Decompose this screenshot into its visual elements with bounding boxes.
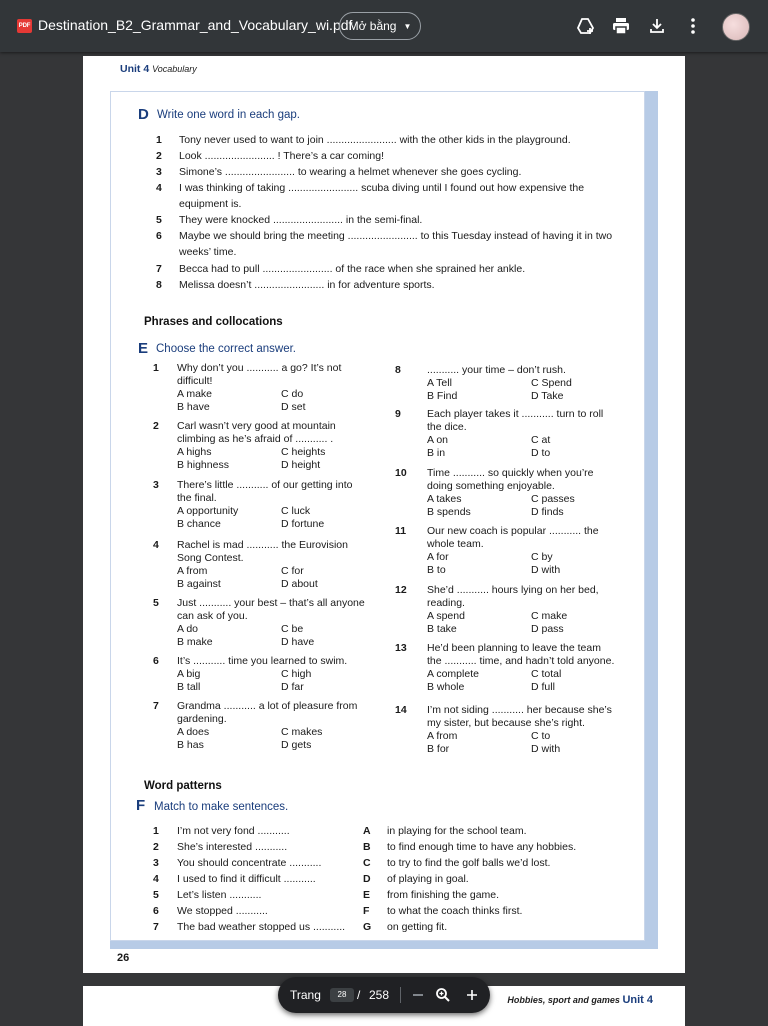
gap-item-text: Tony never used to want to join ........................ with the other kids in the playground. xyxy=(179,134,571,146)
option-d: D fortune xyxy=(281,518,325,530)
question-text: Our new coach is popular ........... the xyxy=(427,525,599,537)
option-a: A Tell xyxy=(427,377,452,389)
option-d: D set xyxy=(281,401,306,413)
match-letter: D xyxy=(363,873,371,885)
unit-section: Vocabulary xyxy=(152,64,197,74)
option-a: A for xyxy=(427,551,449,563)
option-c: C make xyxy=(531,610,568,622)
option-c: C to xyxy=(531,730,551,742)
section-d-letter: D xyxy=(138,106,149,123)
option-d: D with xyxy=(531,743,561,755)
match-letter: E xyxy=(363,889,371,901)
zoom-out-icon[interactable] xyxy=(408,985,428,1005)
question-text: can ask of you. xyxy=(177,610,248,622)
avatar[interactable] xyxy=(722,13,750,41)
option-b: B make xyxy=(177,636,213,648)
match-left-text: I’m not very fond ........... xyxy=(177,825,290,837)
print-icon[interactable] xyxy=(609,14,633,38)
question-number: 8 xyxy=(395,364,401,376)
gap-item-number: 3 xyxy=(156,166,162,178)
open-with-button[interactable] xyxy=(339,12,421,40)
option-b: B to xyxy=(427,564,446,576)
option-b: B tall xyxy=(177,681,201,693)
match-right-text: of playing in goal. xyxy=(387,873,469,885)
option-b: B chance xyxy=(177,518,221,530)
match-left-text: Let’s listen ........... xyxy=(177,889,262,901)
question-text: reading. xyxy=(427,597,465,609)
question-text: There’s little ........... of our getting into xyxy=(177,479,353,491)
question-text: Each player takes it ........... turn to roll xyxy=(427,408,604,420)
option-b: B in xyxy=(427,447,446,459)
add-to-drive-icon[interactable] xyxy=(574,14,598,38)
question-text: the ........... time, and hadn’t told anyone. xyxy=(427,655,615,667)
section-e-title: Choose the correct answer. xyxy=(156,343,296,355)
option-a: A opportunity xyxy=(177,505,239,517)
option-c: C high xyxy=(281,668,312,680)
page-separator: / xyxy=(357,988,361,1002)
question-text: I’m not siding ........... her because she’s xyxy=(427,704,612,716)
section-e-letter: E xyxy=(138,340,149,357)
option-d: D far xyxy=(281,681,304,693)
gap-item-number: 2 xyxy=(156,150,162,162)
question-text: He’d been planning to leave the team xyxy=(427,642,601,654)
option-d: D finds xyxy=(531,506,564,518)
match-letter: G xyxy=(363,921,372,933)
option-c: C luck xyxy=(281,505,311,517)
gap-item-number: 6 xyxy=(156,230,162,242)
zoom-fit-icon[interactable] xyxy=(433,985,453,1005)
zoom-in-icon[interactable] xyxy=(462,985,482,1005)
option-a: A complete xyxy=(427,668,479,680)
option-a: A make xyxy=(177,388,213,400)
option-b: B Find xyxy=(427,390,458,402)
gap-item-text: I was thinking of taking ........................ scuba diving until I found out how expensive the xyxy=(179,182,585,194)
question-text: She’d ........... hours lying on her bed, xyxy=(427,584,599,596)
match-number: 1 xyxy=(153,825,159,837)
option-d: D Take xyxy=(531,390,564,402)
option-c: C for xyxy=(281,565,304,577)
question-text: the final. xyxy=(177,492,217,504)
question-text: the dice. xyxy=(427,421,467,433)
option-d: D have xyxy=(281,636,315,648)
exercise-panel xyxy=(110,91,658,949)
match-right-text: in playing for the school team. xyxy=(387,825,527,837)
gap-item-text: They were knocked ........................ in the semi-final. xyxy=(179,214,423,226)
question-number: 4 xyxy=(153,539,159,551)
question-text: It’s ........... time you learned to swim. xyxy=(177,655,348,667)
question-number: 6 xyxy=(153,655,159,667)
option-a: A do xyxy=(177,623,199,635)
match-number: 3 xyxy=(153,857,159,869)
page-number: 26 xyxy=(117,952,130,964)
option-a: A does xyxy=(177,726,210,738)
option-b: B spends xyxy=(427,506,471,518)
gap-item-text: equipment is. xyxy=(179,198,242,210)
question-number: 7 xyxy=(153,700,159,712)
question-text: Song Contest. xyxy=(177,552,244,564)
option-a: A spend xyxy=(427,610,465,622)
more-vert-icon[interactable] xyxy=(681,14,705,38)
option-b: B have xyxy=(177,401,210,413)
question-number: 2 xyxy=(153,420,159,432)
question-text: whole team. xyxy=(427,538,484,550)
match-number: 2 xyxy=(153,841,159,853)
option-c: C total xyxy=(531,668,562,680)
option-c: C makes xyxy=(281,726,323,738)
question-text: climbing as he’s afraid of ........... . xyxy=(177,433,334,445)
phrases-heading: Phrases and collocations xyxy=(144,316,283,328)
match-left-text: The bad weather stopped us ........... xyxy=(177,921,346,933)
next-page-unit: Unit 4 xyxy=(622,994,653,1006)
option-c: C do xyxy=(281,388,304,400)
pdf-toolbar xyxy=(0,0,768,52)
gap-item-text: weeks’ time. xyxy=(179,246,237,258)
option-a: A big xyxy=(177,668,201,680)
next-page-footer-text: Hobbies, sport and games xyxy=(507,995,620,1005)
match-number: 5 xyxy=(153,889,159,901)
question-text: doing something enjoyable. xyxy=(427,480,555,492)
option-c: C at xyxy=(531,434,551,446)
zoom-divider xyxy=(400,987,401,1003)
gap-item-text: Simone’s ........................ to wearing a helmet whenever she goes cycling. xyxy=(179,166,522,178)
question-text: Why don’t you ........... a go? It’s not xyxy=(177,362,342,374)
question-number: 5 xyxy=(153,597,159,609)
question-number: 14 xyxy=(395,704,407,716)
option-d: D height xyxy=(281,459,321,471)
word-patterns-heading: Word patterns xyxy=(144,780,222,792)
question-text: Rachel is mad ........... the Eurovision xyxy=(177,539,348,551)
match-letter: B xyxy=(363,841,371,853)
gap-item-text: Becca had to pull ........................ of the race when she sprained her ankle. xyxy=(179,263,526,275)
option-a: A takes xyxy=(427,493,462,505)
question-number: 12 xyxy=(395,584,407,596)
question-text: difficult! xyxy=(177,375,213,387)
question-number: 3 xyxy=(153,479,159,491)
unit-header xyxy=(120,63,197,75)
match-number: 6 xyxy=(153,905,159,917)
question-text: Time ........... so quickly when you’re xyxy=(427,467,594,479)
option-a: A highs xyxy=(177,446,212,458)
gap-item-number: 4 xyxy=(156,182,162,194)
option-d: D to xyxy=(531,447,551,459)
option-a: A on xyxy=(427,434,449,446)
option-d: D gets xyxy=(281,739,312,751)
match-right-text: to find enough time to have any hobbies. xyxy=(387,841,577,853)
open-with-label: Mở bằng xyxy=(348,19,397,33)
section-f-letter: F xyxy=(136,797,146,814)
question-text: Just ........... your best – that’s all anyone xyxy=(177,597,365,609)
gap-item-number: 5 xyxy=(156,214,162,226)
option-b: B take xyxy=(427,623,457,635)
total-pages: 258 xyxy=(369,988,390,1002)
option-a: A from xyxy=(427,730,458,742)
question-text: Carl wasn’t very good at mountain xyxy=(177,420,336,432)
question-text: gardening. xyxy=(177,713,227,725)
gap-item-number: 8 xyxy=(156,279,162,291)
match-left-text: She’s interested ........... xyxy=(177,841,288,853)
file-name: Destination_B2_Grammar_and_Vocabulary_wi.pdf xyxy=(38,17,353,33)
question-text: my sister, but because she’s right. xyxy=(427,717,585,729)
gap-item-text: Melissa doesn’t ........................ in for adventure sports. xyxy=(179,279,435,291)
question-number: 1 xyxy=(153,362,159,374)
gap-item-number: 7 xyxy=(156,263,162,275)
option-d: D with xyxy=(531,564,561,576)
match-letter: C xyxy=(363,857,371,869)
gap-item-text: Look ........................ ! There’s a car coming! xyxy=(179,150,385,162)
gap-item-text: Maybe we should bring the meeting ........................ to this Tuesday instead of having it in two xyxy=(179,230,613,242)
match-left-text: You should concentrate ........... xyxy=(177,857,322,869)
match-right-text: to try to find the golf balls we’d lost. xyxy=(387,857,551,869)
option-b: B against xyxy=(177,578,221,590)
download-icon[interactable] xyxy=(645,14,669,38)
question-number: 11 xyxy=(395,525,407,537)
page-label: Trang xyxy=(290,988,321,1002)
match-right-text: from finishing the game. xyxy=(387,889,500,901)
question-number: 9 xyxy=(395,408,401,420)
option-c: C heights xyxy=(281,446,326,458)
match-number: 4 xyxy=(153,873,159,885)
option-d: D about xyxy=(281,578,318,590)
option-c: C passes xyxy=(531,493,575,505)
match-number: 7 xyxy=(153,921,159,933)
match-left-text: We stopped ........... xyxy=(177,905,268,917)
question-text: Grandma ........... a lot of pleasure from xyxy=(177,700,358,712)
question-number: 13 xyxy=(395,642,407,654)
unit-label: Unit 4 xyxy=(120,63,150,75)
match-letter: A xyxy=(363,825,371,837)
page-zoom-bar xyxy=(278,977,490,1013)
match-right-text: to what the coach thinks first. xyxy=(387,905,523,917)
option-a: A from xyxy=(177,565,208,577)
match-left-text: I used to find it difficult ........... xyxy=(177,873,316,885)
gap-item-number: 1 xyxy=(156,134,162,146)
question-number: 10 xyxy=(395,467,407,479)
pdf-file-icon: PDF xyxy=(17,19,32,33)
current-page-input[interactable]: 28 xyxy=(330,988,354,1002)
option-c: C Spend xyxy=(531,377,572,389)
section-f-title: Match to make sentences. xyxy=(154,801,289,813)
next-page-footer xyxy=(507,994,653,1006)
option-b: B highness xyxy=(177,459,229,471)
exercise-panel-inner xyxy=(110,91,645,941)
option-b: B for xyxy=(427,743,450,755)
match-right-text: on getting fit. xyxy=(387,921,448,933)
section-d-title: Write one word in each gap. xyxy=(157,109,300,121)
question-text: ........... your time – don’t rush. xyxy=(427,364,566,376)
option-d: D full xyxy=(531,681,555,693)
match-letter: F xyxy=(363,905,370,917)
option-c: C by xyxy=(531,551,553,563)
pdf-page xyxy=(83,56,685,973)
option-b: B whole xyxy=(427,681,465,693)
option-c: C be xyxy=(281,623,304,635)
option-b: B has xyxy=(177,739,204,751)
caret-down-icon: ▼ xyxy=(403,21,412,31)
option-d: D pass xyxy=(531,623,564,635)
